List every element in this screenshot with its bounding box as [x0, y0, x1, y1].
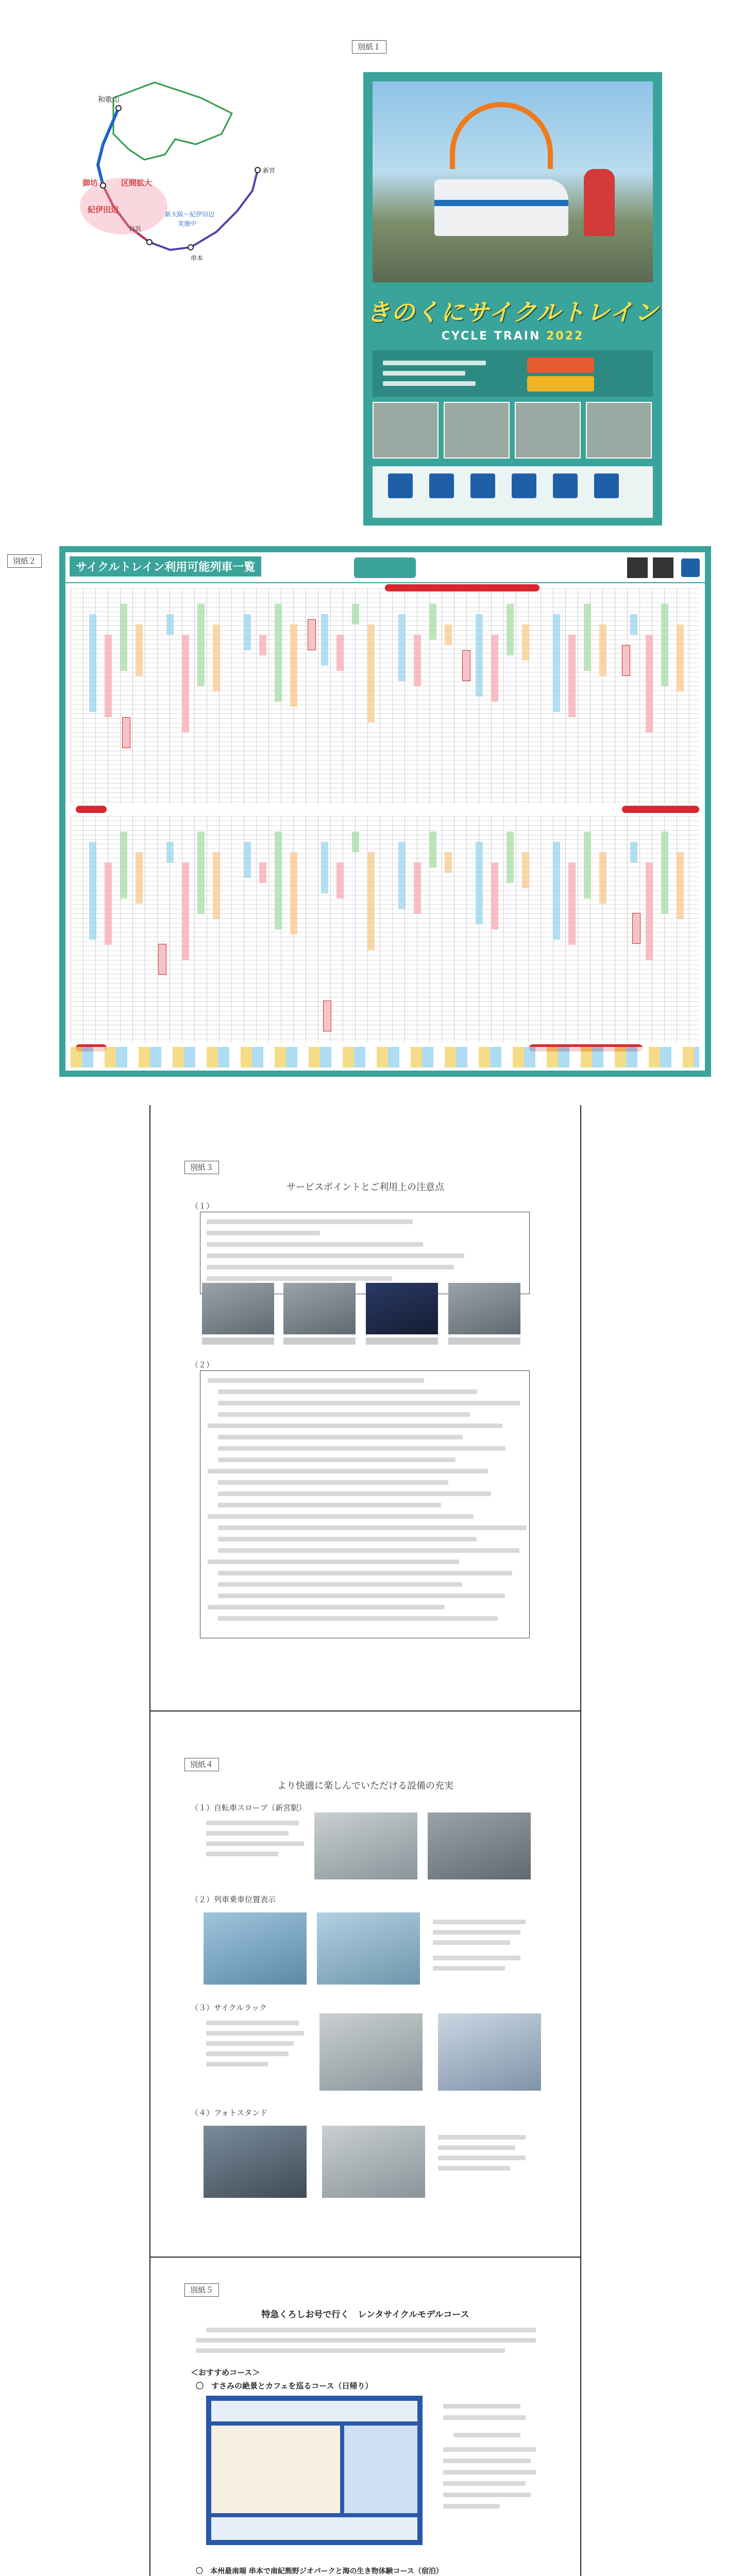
- page-separator: [149, 2257, 581, 2258]
- timetable-cell-stack: [491, 635, 498, 702]
- timetable-cell-stack: [414, 862, 421, 914]
- timetable-cell-stack: [367, 852, 375, 950]
- service-photo-1: [202, 1283, 274, 1334]
- timetable-colored-cells-upper: [71, 588, 699, 805]
- timetable-cell-stack: [445, 852, 452, 873]
- photo-caption: [283, 1337, 356, 1345]
- timetable-cell-stack: [136, 852, 143, 904]
- service-photo-2: [283, 1283, 356, 1334]
- map-label-gobo: 御坊: [82, 179, 98, 188]
- timetable-cell-stack: [429, 832, 436, 868]
- timetable-cell-stack: [599, 852, 606, 904]
- timetable-cell-stack: [507, 832, 514, 883]
- note-line: [218, 1537, 477, 1541]
- timetable-cell-stack: [120, 604, 127, 671]
- timetable-route-band-2: [76, 806, 107, 813]
- timetable-cell-stack: [352, 604, 359, 624]
- position-text: [433, 1917, 536, 1978]
- page3-section-1-heading: （１）: [191, 1201, 214, 1211]
- timetable-cell-stack: [105, 635, 112, 717]
- timetable-cell-stack: [182, 635, 189, 733]
- note-line: [208, 1469, 488, 1473]
- timetable-cell-stack: [321, 842, 328, 893]
- note-line: [218, 1492, 491, 1496]
- attachment-tag-5: 別紙５: [184, 2283, 219, 2297]
- timetable-cell-stack: [553, 842, 560, 940]
- note-line: [208, 1378, 424, 1383]
- note-line: [218, 1526, 527, 1530]
- photostand-text: [438, 2132, 536, 2183]
- attachment-tag-2: 別紙２: [7, 554, 42, 568]
- photostand-photo-2: [322, 2126, 425, 2198]
- timetable-cell-stack: [522, 624, 529, 660]
- note-line: [218, 1594, 505, 1598]
- timetable-cell-stack: [553, 614, 560, 712]
- note-line: [208, 1423, 502, 1428]
- route-map: [67, 77, 304, 283]
- poster-badge-2: [527, 376, 594, 392]
- timetable-cell-stack: [166, 842, 174, 862]
- note-line: [218, 1389, 477, 1394]
- timetable-cell-stack: [352, 832, 359, 852]
- slope-photo-2: [428, 1812, 531, 1879]
- course1-map: [206, 2396, 423, 2545]
- timetable-cell-stack: [136, 624, 143, 676]
- timetable-cell-stack: [445, 624, 452, 645]
- timetable-cell-stack: [213, 624, 220, 691]
- timetable-cell-stack: [522, 852, 529, 888]
- timetable-cell-stack: [661, 604, 668, 686]
- arch-figure: [450, 102, 553, 169]
- timetable-cell-stack: [476, 614, 483, 697]
- map-label-kushimoto: 串本: [191, 255, 204, 262]
- position-photo-2: [317, 1912, 420, 1985]
- timetable-cell-stack: [398, 614, 406, 681]
- note-line: [218, 1435, 463, 1439]
- timetable-title: サイクルトレイン利用可能列車一覧: [70, 556, 261, 577]
- note-line: [218, 1571, 512, 1575]
- course2-heading: 〇 本州最南端 串本で南紀熊野ジオパークと海の生き物体験コース（宿泊）: [196, 2567, 443, 2575]
- timetable-cell-stack: [414, 635, 421, 686]
- page5-intro: [196, 2325, 546, 2361]
- recommend-heading: ＜おすすめコース＞: [191, 2368, 260, 2377]
- timetable-cell-stack: [197, 604, 205, 686]
- timetable-header: [65, 552, 705, 583]
- jr-logo: [681, 558, 700, 577]
- attachment-tag-1: 別紙１: [352, 40, 386, 54]
- attachment-tag-3: 別紙３: [184, 1161, 219, 1174]
- photo-caption: [202, 1337, 274, 1345]
- timetable-cell-stack: [336, 862, 344, 899]
- position-photo-1: [204, 1912, 307, 1985]
- timetable-cell-stack: [599, 624, 606, 676]
- timetable-cell-stack: [275, 832, 282, 929]
- timetable-cell-stack: [367, 624, 375, 722]
- timetable-cell-stack: [259, 635, 266, 655]
- service-points-box: [200, 1212, 530, 1294]
- timetable-cell-stack: [677, 624, 684, 691]
- timetable-cell-stack: [105, 862, 112, 945]
- timetable-colored-cells-lower: [71, 816, 699, 1043]
- map-label-existing-2: 実施中: [178, 220, 197, 227]
- timetable-cell-stack: [491, 862, 498, 929]
- timetable-cell-stack: [630, 614, 637, 635]
- timetable-cell-stack: [213, 852, 220, 919]
- photostand-photo-1: [204, 2126, 307, 2198]
- timetable-cell-stack: [568, 635, 576, 717]
- timetable-cell-stack: [646, 635, 653, 733]
- timetable-cell-stack: [429, 604, 436, 640]
- poster-title: きのくにサイクルトレイン: [366, 298, 660, 326]
- timetable-qr-2: [653, 557, 673, 578]
- page4-heading-photostand: （４）フォトスタンド: [191, 2108, 268, 2117]
- timetable-cell-stack: [244, 614, 251, 650]
- timetable-cell-stack: [290, 624, 297, 707]
- poster-rules-panel: [373, 466, 653, 518]
- rack-photo-1: [319, 2013, 423, 2091]
- note-line: [218, 1548, 519, 1553]
- rack-photo-2: [438, 2013, 541, 2091]
- timetable-cell-stack: [646, 862, 653, 960]
- page4-title: より快適に楽しんでいただける設備の充実: [277, 1781, 453, 1791]
- service-photo-3: [366, 1283, 438, 1334]
- timetable-cell-stack: [568, 862, 576, 945]
- timetable-footer-rows: [71, 1047, 699, 1067]
- timetable-cell-stack: [677, 852, 684, 919]
- note-line: [208, 1605, 445, 1609]
- photo-caption: [448, 1337, 520, 1345]
- rack-text: [206, 2018, 309, 2084]
- photo-caption: [366, 1337, 438, 1345]
- note-line: [218, 1446, 505, 1451]
- note-line: [208, 1514, 474, 1519]
- timetable-cell-stack: [89, 614, 96, 712]
- timetable-cell-stack: [398, 842, 406, 909]
- map-label-wakayama: 和歌山: [98, 95, 120, 104]
- timetable-cell-stack: [507, 604, 514, 655]
- poster-subtitle: CYCLE TRAIN 2022: [441, 330, 584, 343]
- timetable-qr-1: [627, 557, 648, 578]
- slope-photo-1: [314, 1812, 417, 1879]
- map-label-shingu: 新宮: [263, 167, 276, 174]
- poster-photo-strip: [373, 402, 653, 459]
- page-separator: [149, 1710, 581, 1711]
- page5-title: 特急くろしお号で行く レンタサイクルモデルコース: [261, 2310, 469, 2320]
- course1-heading: 〇 すさみの絶景とカフェを巡るコース（日帰り）: [196, 2381, 373, 2391]
- map-label-kiitanabe: 紀伊田辺: [88, 206, 119, 214]
- cycle-train-poster: [363, 72, 662, 526]
- note-line: [218, 1458, 456, 1462]
- timetable-cell-stack: [584, 832, 591, 899]
- poster-badge-1: [527, 358, 594, 373]
- timetable-sheet: [65, 552, 705, 1071]
- timetable-cell-stack: [244, 842, 251, 878]
- map-label-extension: 区間拡大: [121, 179, 153, 188]
- slope-text: [206, 1818, 309, 1874]
- poster-info-panel: [373, 350, 653, 397]
- route-map-svg: [67, 77, 304, 283]
- course1-notes: [443, 2401, 546, 2535]
- timetable-cell-stack: [259, 862, 266, 883]
- timetable-logo: [354, 557, 416, 578]
- timetable-cell-stack: [630, 842, 637, 862]
- timetable-cell-stack: [182, 862, 189, 960]
- timetable-cell-stack: [476, 842, 483, 924]
- train-illustration: [434, 179, 568, 236]
- page3-section-2-heading: （２）: [191, 1360, 214, 1369]
- timetable-cell-stack: [290, 852, 297, 935]
- note-line: [218, 1480, 448, 1485]
- service-photo-4: [448, 1283, 520, 1334]
- timetable-cell-stack: [584, 604, 591, 671]
- timetable-cell-stack: [89, 842, 96, 940]
- page4-heading-rack: （３）サイクルラック: [191, 2003, 267, 2012]
- timetable-cell-stack: [321, 614, 328, 666]
- usage-notes-box: [200, 1370, 530, 1638]
- note-line: [218, 1616, 498, 1621]
- note-line: [218, 1582, 462, 1587]
- note-line: [218, 1503, 441, 1507]
- poster-photo: [373, 81, 653, 282]
- note-line: [208, 1560, 459, 1564]
- train-stripe: [434, 200, 568, 206]
- timetable-cell-stack: [197, 832, 205, 914]
- page3-title: サービスポイントとご利用上の注意点: [286, 1182, 444, 1193]
- map-label-shirahama: 白浜: [129, 225, 142, 232]
- page4-heading-position: （２）列車乗車位置表示: [191, 1895, 276, 1904]
- timetable-cell-stack: [166, 614, 174, 635]
- timetable-cell-stack: [336, 635, 344, 671]
- timetable-cell-stack: [120, 832, 127, 899]
- cyclist-figure: [584, 169, 615, 236]
- note-line: [218, 1401, 520, 1405]
- timetable-cell-stack: [275, 604, 282, 702]
- attachment-tag-4: 別紙４: [184, 1758, 219, 1771]
- page4-heading-slope: （１）自転車スロープ（新宮駅）: [191, 1803, 307, 1812]
- timetable-frame: [59, 546, 711, 1077]
- note-line: [218, 1412, 470, 1417]
- timetable-cell-stack: [661, 832, 668, 914]
- timetable-route-band-3: [622, 806, 699, 813]
- map-label-existing-1: 新大阪～紀伊田辺: [165, 211, 215, 218]
